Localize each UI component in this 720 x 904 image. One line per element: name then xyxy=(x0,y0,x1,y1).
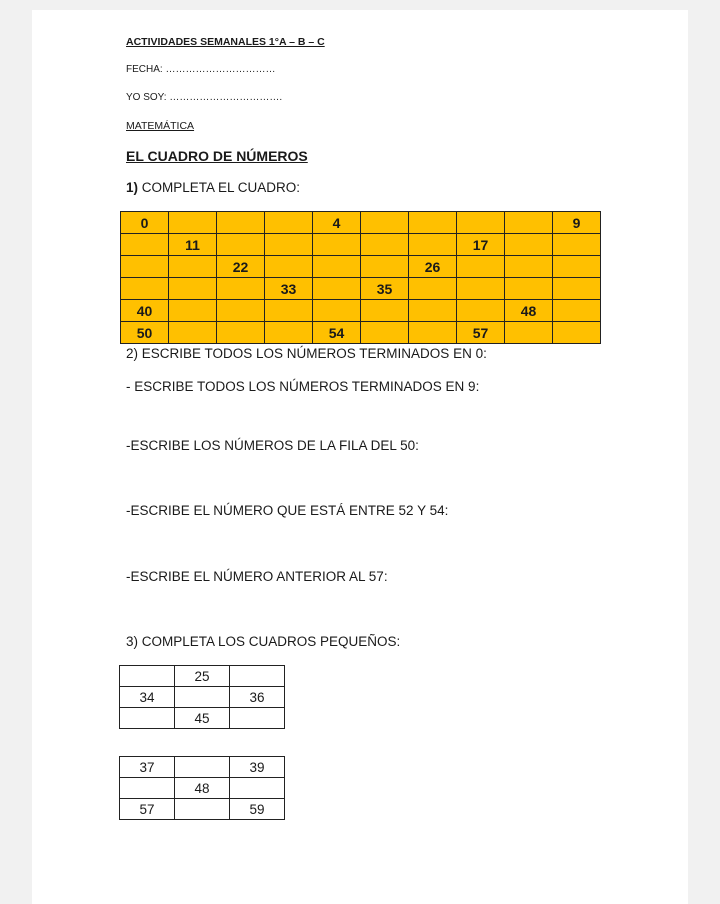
grid-cell xyxy=(265,234,313,256)
name-line: YO SOY: ……………………………. xyxy=(126,92,283,103)
grid-cell: 11 xyxy=(169,234,217,256)
question-3: 3) COMPLETA LOS CUADROS PEQUEÑOS: xyxy=(126,634,401,649)
grid-cell xyxy=(169,278,217,300)
small-grid-1-cell: 45 xyxy=(175,708,230,729)
small-grid-2 xyxy=(119,756,285,820)
grid-cell xyxy=(169,212,217,234)
small-grid-2-cell xyxy=(175,757,230,778)
page-title: EL CUADRO DE NÚMEROS xyxy=(126,148,308,164)
grid-cell xyxy=(361,234,409,256)
small-grid-2-cell xyxy=(120,778,175,799)
small-grid-2-cell: 48 xyxy=(175,778,230,799)
grid-cell xyxy=(121,278,169,300)
subject-heading: MATEMÁTICA xyxy=(126,120,195,132)
question-2d: -ESCRIBE EL NÚMERO ANTERIOR AL 57: xyxy=(126,569,388,584)
grid-cell: 0 xyxy=(121,212,169,234)
grid-cell xyxy=(265,256,313,278)
grid-cell xyxy=(361,212,409,234)
grid-row xyxy=(121,234,601,256)
small-grid-1 xyxy=(119,665,285,729)
small-grid-1-row xyxy=(120,666,285,687)
grid-cell xyxy=(361,300,409,322)
grid-cell xyxy=(457,212,505,234)
small-grid-1-cell xyxy=(175,687,230,708)
grid-cell: 40 xyxy=(121,300,169,322)
grid-cell: 22 xyxy=(217,256,265,278)
small-grid-2-cell: 59 xyxy=(230,799,285,820)
grid-cell xyxy=(409,234,457,256)
grid-cell xyxy=(121,256,169,278)
grid-cell xyxy=(409,322,457,344)
grid-cell xyxy=(505,322,553,344)
grid-cell xyxy=(217,300,265,322)
grid-cell xyxy=(409,212,457,234)
grid-cell xyxy=(313,300,361,322)
grid-cell xyxy=(553,322,601,344)
question-1 xyxy=(126,180,300,195)
grid-cell: 48 xyxy=(505,300,553,322)
grid-cell xyxy=(553,300,601,322)
grid-cell: 50 xyxy=(121,322,169,344)
question-2b: -ESCRIBE LOS NÚMEROS DE LA FILA DEL 50: xyxy=(126,438,419,453)
small-grid-1-cell xyxy=(120,666,175,687)
grid-cell xyxy=(217,234,265,256)
small-grid-1-cell xyxy=(120,708,175,729)
small-grid-2-cell: 37 xyxy=(120,757,175,778)
small-grid-2-cell: 39 xyxy=(230,757,285,778)
small-grid-1-cell: 36 xyxy=(230,687,285,708)
grid-cell xyxy=(505,212,553,234)
grid-cell xyxy=(361,322,409,344)
grid-cell xyxy=(217,278,265,300)
grid-cell xyxy=(505,256,553,278)
small-grid-1-row xyxy=(120,687,285,708)
grid-cell xyxy=(313,234,361,256)
grid-cell xyxy=(169,300,217,322)
grid-cell xyxy=(313,256,361,278)
grid-cell xyxy=(553,256,601,278)
grid-cell: 4 xyxy=(313,212,361,234)
grid-cell xyxy=(169,322,217,344)
question-2a: - ESCRIBE TODOS LOS NÚMEROS TERMINADOS EN 9: xyxy=(126,379,480,394)
small-grid-1-row xyxy=(120,708,285,729)
grid-row xyxy=(121,322,601,344)
grid-cell: 9 xyxy=(553,212,601,234)
grid-cell xyxy=(409,278,457,300)
grid-cell xyxy=(265,322,313,344)
grid-cell xyxy=(457,256,505,278)
document-page xyxy=(32,10,688,904)
grid-row xyxy=(121,300,601,322)
grid-cell xyxy=(169,256,217,278)
number-grid xyxy=(120,211,601,344)
grid-cell: 33 xyxy=(265,278,313,300)
small-grid-1-cell: 25 xyxy=(175,666,230,687)
question-1-text: COMPLETA EL CUADRO: xyxy=(138,180,301,195)
question-1-number: 1) xyxy=(126,180,139,195)
grid-cell: 57 xyxy=(457,322,505,344)
grid-cell xyxy=(217,322,265,344)
grid-cell xyxy=(553,234,601,256)
grid-cell: 35 xyxy=(361,278,409,300)
grid-cell: 17 xyxy=(457,234,505,256)
grid-cell xyxy=(505,278,553,300)
small-grid-1-cell xyxy=(230,708,285,729)
grid-cell xyxy=(121,234,169,256)
grid-cell xyxy=(505,234,553,256)
grid-cell xyxy=(409,300,457,322)
grid-cell: 54 xyxy=(313,322,361,344)
grid-row xyxy=(121,278,601,300)
grid-cell xyxy=(457,278,505,300)
grid-cell xyxy=(265,212,313,234)
grid-cell: 26 xyxy=(409,256,457,278)
grid-cell xyxy=(553,278,601,300)
small-grid-2-cell xyxy=(230,778,285,799)
header-title: ACTIVIDADES SEMANALES 1°A – B – C xyxy=(126,36,325,48)
grid-cell xyxy=(457,300,505,322)
grid-cell xyxy=(265,300,313,322)
grid-row xyxy=(121,212,601,234)
grid-cell xyxy=(217,212,265,234)
grid-row xyxy=(121,256,601,278)
question-2c: -ESCRIBE EL NÚMERO QUE ESTÁ ENTRE 52 Y 54: xyxy=(126,503,449,518)
small-grid-2-cell: 57 xyxy=(120,799,175,820)
date-line: FECHA: …………………………… xyxy=(126,64,276,75)
small-grid-2-row xyxy=(120,757,285,778)
small-grid-2-row xyxy=(120,778,285,799)
small-grid-2-row xyxy=(120,799,285,820)
small-grid-1-cell xyxy=(230,666,285,687)
grid-cell xyxy=(313,278,361,300)
question-2: 2) ESCRIBE TODOS LOS NÚMEROS TERMINADOS EN 0: xyxy=(126,346,487,361)
small-grid-2-cell xyxy=(175,799,230,820)
grid-cell xyxy=(361,256,409,278)
small-grid-1-cell: 34 xyxy=(120,687,175,708)
